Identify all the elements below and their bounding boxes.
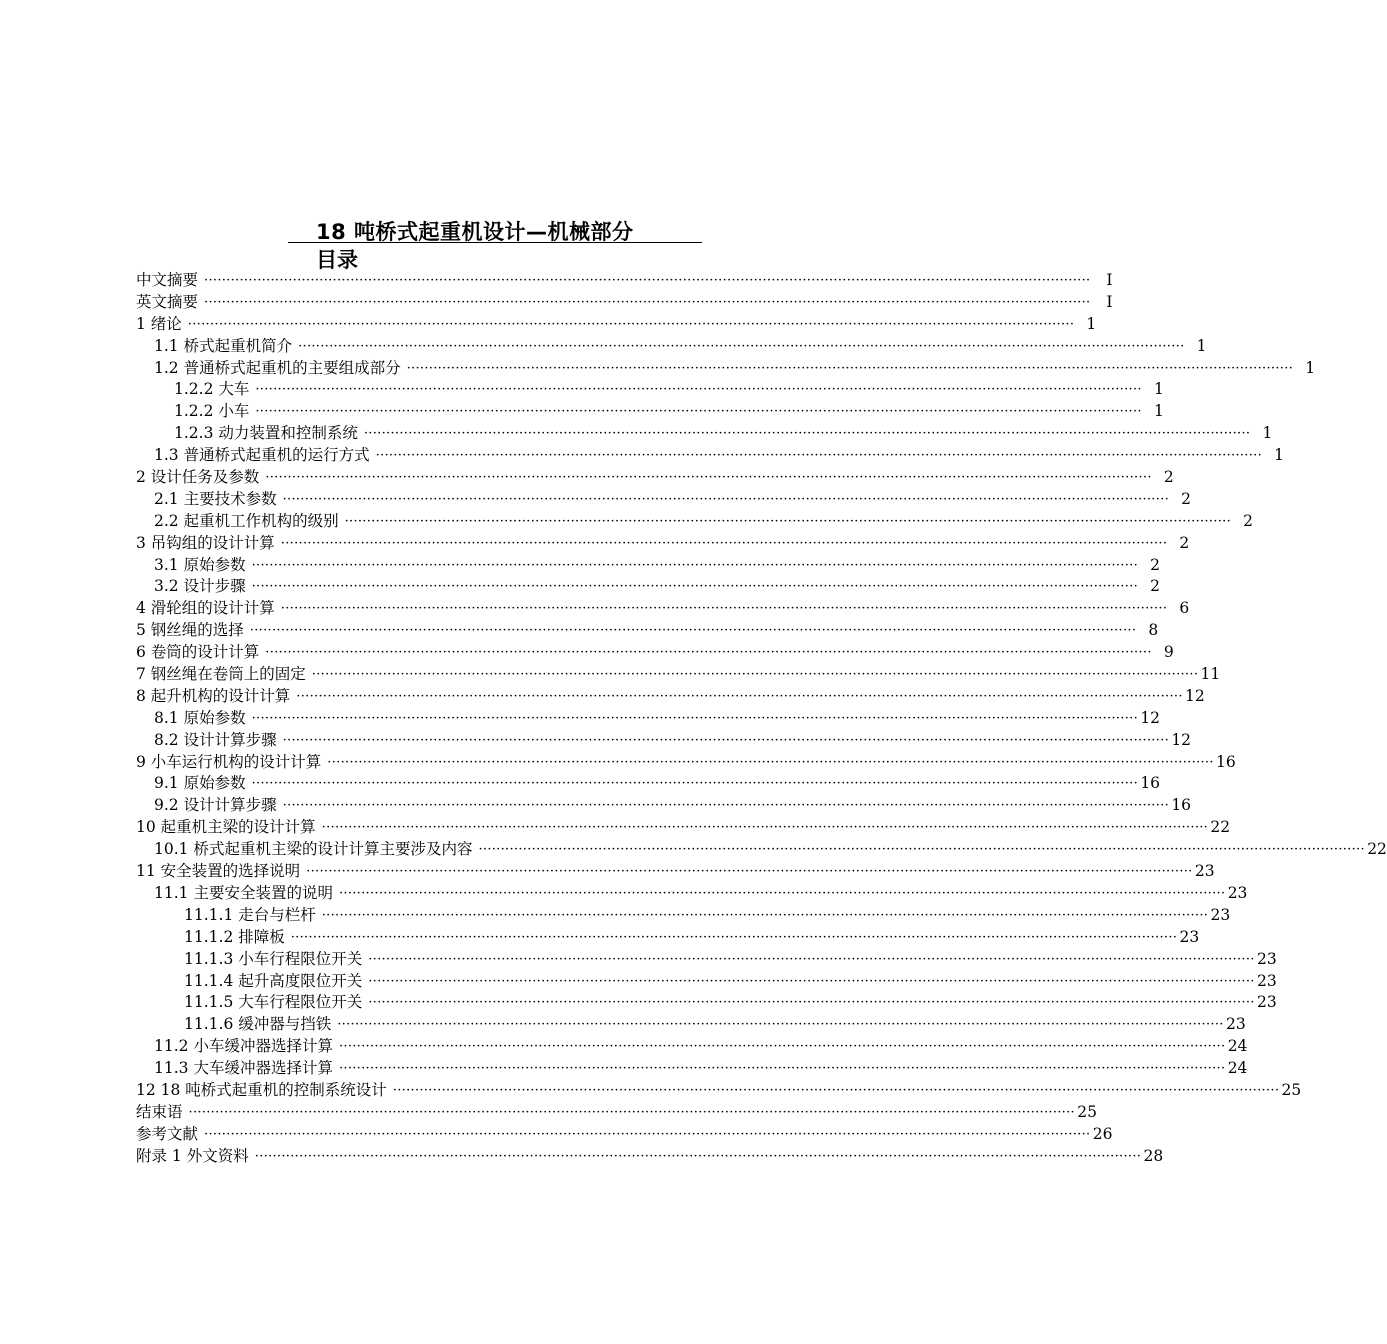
toc-entry-label: 8.1 原始参数 [154,708,246,727]
toc-entry-page: 2 [1163,468,1174,487]
toc-entry[interactable] [136,664,1221,686]
toc-entry-label: 10.1 桥式起重机主梁的设计计算主要涉及内容 [154,840,473,859]
toc-entry-page: 1 [1196,336,1207,355]
toc-entry-label: 11.1.6 缓冲器与挡铁 [184,1015,332,1034]
toc-entry[interactable] [136,358,1316,380]
toc-leader-dots: ········································································································································································································ [392,1082,1280,1098]
toc-entry[interactable] [136,883,1248,905]
toc-leader-dots: ········································································································································································································ [368,973,1255,989]
toc-leader-dots: ········································································································································································································ [265,645,1152,661]
toc-entry[interactable] [136,401,1164,423]
toc-leader-dots: ········································································································································································································ [368,995,1255,1011]
toc-entry[interactable] [136,839,1387,861]
toc-entry-label: 3.2 设计步骤 [154,577,246,596]
toc-entry-label: 结束语 [136,1102,183,1121]
toc-entry-page: 25 [1077,1102,1097,1121]
toc-entry-page: 24 [1227,1059,1248,1078]
toc-entry-label: 1.2.2 大车 [174,380,250,399]
toc-leader-dots: ········································································································································································································ [251,557,1139,573]
toc-entry-label: 3 吊钩组的设计计算 [136,533,275,552]
toc-leader-dots: ········································································································································································································ [204,273,1091,288]
toc-entry[interactable] [136,1124,1113,1146]
toc-entry-page: 6 [1179,599,1190,618]
toc-entry-label: 8.2 设计计算步骤 [154,730,277,749]
toc-entry-page: 23 [1225,1015,1246,1034]
toc-entry[interactable] [136,949,1277,971]
toc-entry-label: 6 卷筒的设计计算 [136,643,260,662]
toc-entry-label: 9.2 设计计算步骤 [154,796,277,815]
toc-entry-label: 1.2 普通桥式起重机的主要组成部分 [154,358,401,377]
toc-leader-dots: ········································································································································································································ [255,382,1142,398]
toc-entry[interactable] [136,795,1192,817]
toc-entry-page: 12 [1140,708,1161,727]
toc-entry-page: 23 [1256,971,1277,990]
toc-entry-label: 11.1.2 排障板 [184,927,285,946]
toc-entry[interactable] [136,642,1174,664]
toc-entry-page: 16 [1216,752,1236,771]
toc-entry-label: 参考文献 [136,1124,199,1143]
toc-leader-dots: ········································································································································································································ [338,1061,1226,1077]
toc-entry[interactable] [136,292,1113,314]
toc-entry-page: 23 [1194,862,1215,881]
toc-leader-dots: ········································································································································································································ [265,470,1152,486]
toc-entry-page: 11 [1200,665,1221,684]
toc-entry-label: 3.1 原始参数 [154,555,246,574]
toc-entry[interactable] [136,1146,1164,1168]
toc-entry-label: 11 安全装置的选择说明 [136,862,301,881]
toc-leader-dots: ········································································································································································································ [296,688,1183,704]
toc-entry[interactable] [136,467,1174,489]
toc-entry-label: 英文摘要 [136,292,199,311]
toc-leader-dots: ········································································································································································································ [280,601,1168,617]
toc-leader-dots: ········································································································································································································ [188,1104,1075,1120]
toc-entry-page: 1 [1305,358,1316,377]
toc-leader-dots: ········································································································································································································ [368,951,1255,967]
toc-leader-dots: ········································································································································································································ [282,491,1170,507]
toc-leader-dots: ········································································································································································································ [338,885,1226,901]
toc-entry-label: 11.3 大车缓冲器选择计算 [154,1059,333,1078]
toc-leader-dots: ········································································································································································································ [290,929,1178,945]
toc-entry-page: 25 [1281,1080,1302,1099]
toc-leader-dots: ········································································································································································································ [251,776,1139,792]
toc-entry-page: 16 [1140,774,1161,793]
toc-entry[interactable] [136,905,1231,927]
toc-entry[interactable] [136,773,1161,795]
toc-entry-page: 2 [1179,533,1190,552]
toc-entry[interactable] [136,1080,1302,1102]
toc-entry-page: 2 [1150,555,1161,574]
toc-entry[interactable] [136,314,1097,336]
toc-entry-page: 23 [1210,905,1231,924]
toc-entry-page: 2 [1243,511,1254,530]
toc-entry[interactable] [136,861,1215,883]
toc-entry[interactable] [136,336,1207,358]
toc-entry[interactable] [136,927,1200,949]
toc-leader-dots: ········································································································································································································ [327,754,1214,770]
toc-entry-label: 4 滑轮组的设计计算 [136,599,275,618]
toc-leader-dots: ········································································································································································································ [282,798,1170,814]
toc-leader-dots: ········································································································································································································ [255,404,1142,420]
toc-entry[interactable] [136,576,1161,598]
toc-entry-page: 2 [1150,577,1161,596]
toc-entry-label: 11.1.5 大车行程限位开关 [184,993,363,1012]
toc-entry[interactable] [136,1058,1248,1080]
toc-entry[interactable] [136,598,1190,620]
toc-entry-label: 11.2 小车缓冲器选择计算 [154,1037,333,1056]
toc-leader-dots: ········································································································································································································ [251,579,1139,595]
toc-leader-dots: ········································································································································································································ [337,1017,1224,1033]
toc-entry-page: 24 [1227,1037,1248,1056]
toc-entry-label: 7 钢丝绳在卷筒上的固定 [136,665,306,684]
toc-entry-page: 1 [1153,402,1164,421]
toc-leader-dots: ········································································································································································································ [478,842,1365,858]
toc-leader-dots: ········································································································································································································ [282,732,1170,748]
toc-leader-dots: ········································································································································································································ [338,1039,1226,1055]
toc-leader-dots: ········································································································································································································ [298,338,1185,354]
toc-leader-dots: ········································································································································································································ [306,864,1193,880]
toc-entry-page: 12 [1185,686,1205,705]
toc-entry-page: 9 [1163,643,1174,662]
toc-entry-page: I [1106,271,1113,289]
toc-entry-label: 8 起升机构的设计计算 [136,686,291,705]
toc-entry-page: 8 [1148,621,1159,640]
toc-entry-page: 2 [1181,489,1192,508]
toc-entry[interactable] [136,379,1164,401]
toc-entry-label: 9.1 原始参数 [154,774,246,793]
toc-entry-label: 附录 1 外文资料 [136,1146,249,1165]
toc-entry[interactable] [136,708,1161,730]
toc-entry-label: 2 设计任务及参数 [136,468,260,487]
toc-leader-dots: ········································································································································································································ [375,448,1263,464]
toc-entry-label: 1.3 普通桥式起重机的运行方式 [154,446,370,465]
table-of-contents [136,270,1387,1168]
toc-entry-page: 28 [1143,1146,1164,1165]
toc-entry-page: 22 [1210,818,1231,837]
toc-entry-page: 1 [1262,424,1273,443]
toc-entry[interactable] [136,489,1192,511]
toc-entry-page: 22 [1367,840,1387,859]
toc-entry-label: 2.2 起重机工作机构的级别 [154,511,339,530]
toc-entry-label: 11.1.4 起升高度限位开关 [184,971,363,990]
toc-entry-page: I [1106,292,1113,311]
toc-entry-label: 1.2.3 动力装置和控制系统 [174,424,358,443]
toc-entry-label: 12 18 吨桥式起重机的控制系统设计 [136,1080,387,1099]
toc-leader-dots: ········································································································································································································ [406,360,1294,376]
toc-leader-dots: ········································································································································································································ [254,1148,1142,1164]
toc-entry[interactable] [136,817,1231,839]
toc-entry[interactable] [136,533,1190,555]
toc-entry[interactable] [136,1036,1248,1058]
document-title: 18 吨桥式起重机设计—机械部分 [316,220,634,244]
toc-entry-page: 23 [1256,949,1277,968]
toc-entry[interactable] [136,971,1277,993]
toc-entry-label: 1.1 桥式起重机简介 [154,336,293,355]
toc-leader-dots: ········································································································································································································ [311,667,1199,683]
toc-leader-dots: ········································································································································································································ [251,710,1139,726]
toc-entry-label: 11.1 主要安全装置的说明 [154,883,333,902]
toc-entry-page: 1 [1086,314,1097,333]
toc-entry-label: 1.2.2 小车 [174,402,250,421]
toc-entry-page: 16 [1171,796,1192,815]
toc-entry-label: 中文摘要 [136,271,199,289]
toc-leader-dots: ········································································································································································································ [187,316,1075,332]
toc-entry-page: 23 [1179,927,1200,946]
toc-entry[interactable] [136,752,1236,774]
toc-entry[interactable] [136,620,1159,642]
toc-leader-dots: ········································································································································································································ [204,1126,1091,1142]
toc-entry[interactable] [136,555,1161,577]
toc-entry-page: 26 [1092,1124,1113,1143]
toc-entry[interactable] [136,730,1192,752]
toc-leader-dots: ········································································································································································································ [363,426,1251,442]
toc-entry-label: 2.1 主要技术参数 [154,489,277,508]
toc-entry[interactable] [136,1102,1097,1124]
toc-leader-dots: ········································································································································································································ [249,623,1137,639]
toc-leader-dots: ········································································································································································································ [321,907,1209,923]
toc-entry[interactable] [136,445,1285,467]
toc-entry-label: 10 起重机主梁的设计计算 [136,818,316,837]
toc-entry[interactable] [136,686,1205,708]
toc-leader-dots: ········································································································································································································ [321,820,1209,836]
toc-entry-label: 1 绪论 [136,314,182,333]
toc-leader-dots: ········································································································································································································ [344,513,1232,529]
toc-entry-page: 1 [1153,380,1164,399]
toc-entry[interactable] [136,1014,1246,1036]
toc-entry-label: 9 小车运行机构的设计计算 [136,752,322,771]
toc-entry-label: 11.1.1 走台与栏杆 [184,905,316,924]
toc-entry-page: 23 [1227,883,1248,902]
toc-entry-label: 11.1.3 小车行程限位开关 [184,949,363,968]
toc-heading: 目录 [316,248,358,272]
toc-entry[interactable] [136,511,1254,533]
toc-entry-page: 12 [1171,730,1192,749]
toc-entry-label: 5 钢丝绳的选择 [136,621,244,640]
toc-entry[interactable] [136,423,1273,445]
toc-entry[interactable] [136,992,1277,1014]
toc-leader-dots: ········································································································································································································ [280,535,1168,551]
toc-leader-dots: ········································································································································································································ [204,294,1091,310]
document-title-block [288,212,702,243]
toc-entry-page: 23 [1256,993,1277,1012]
toc-entry-page: 1 [1274,446,1285,465]
toc-entry[interactable] [136,270,1113,292]
